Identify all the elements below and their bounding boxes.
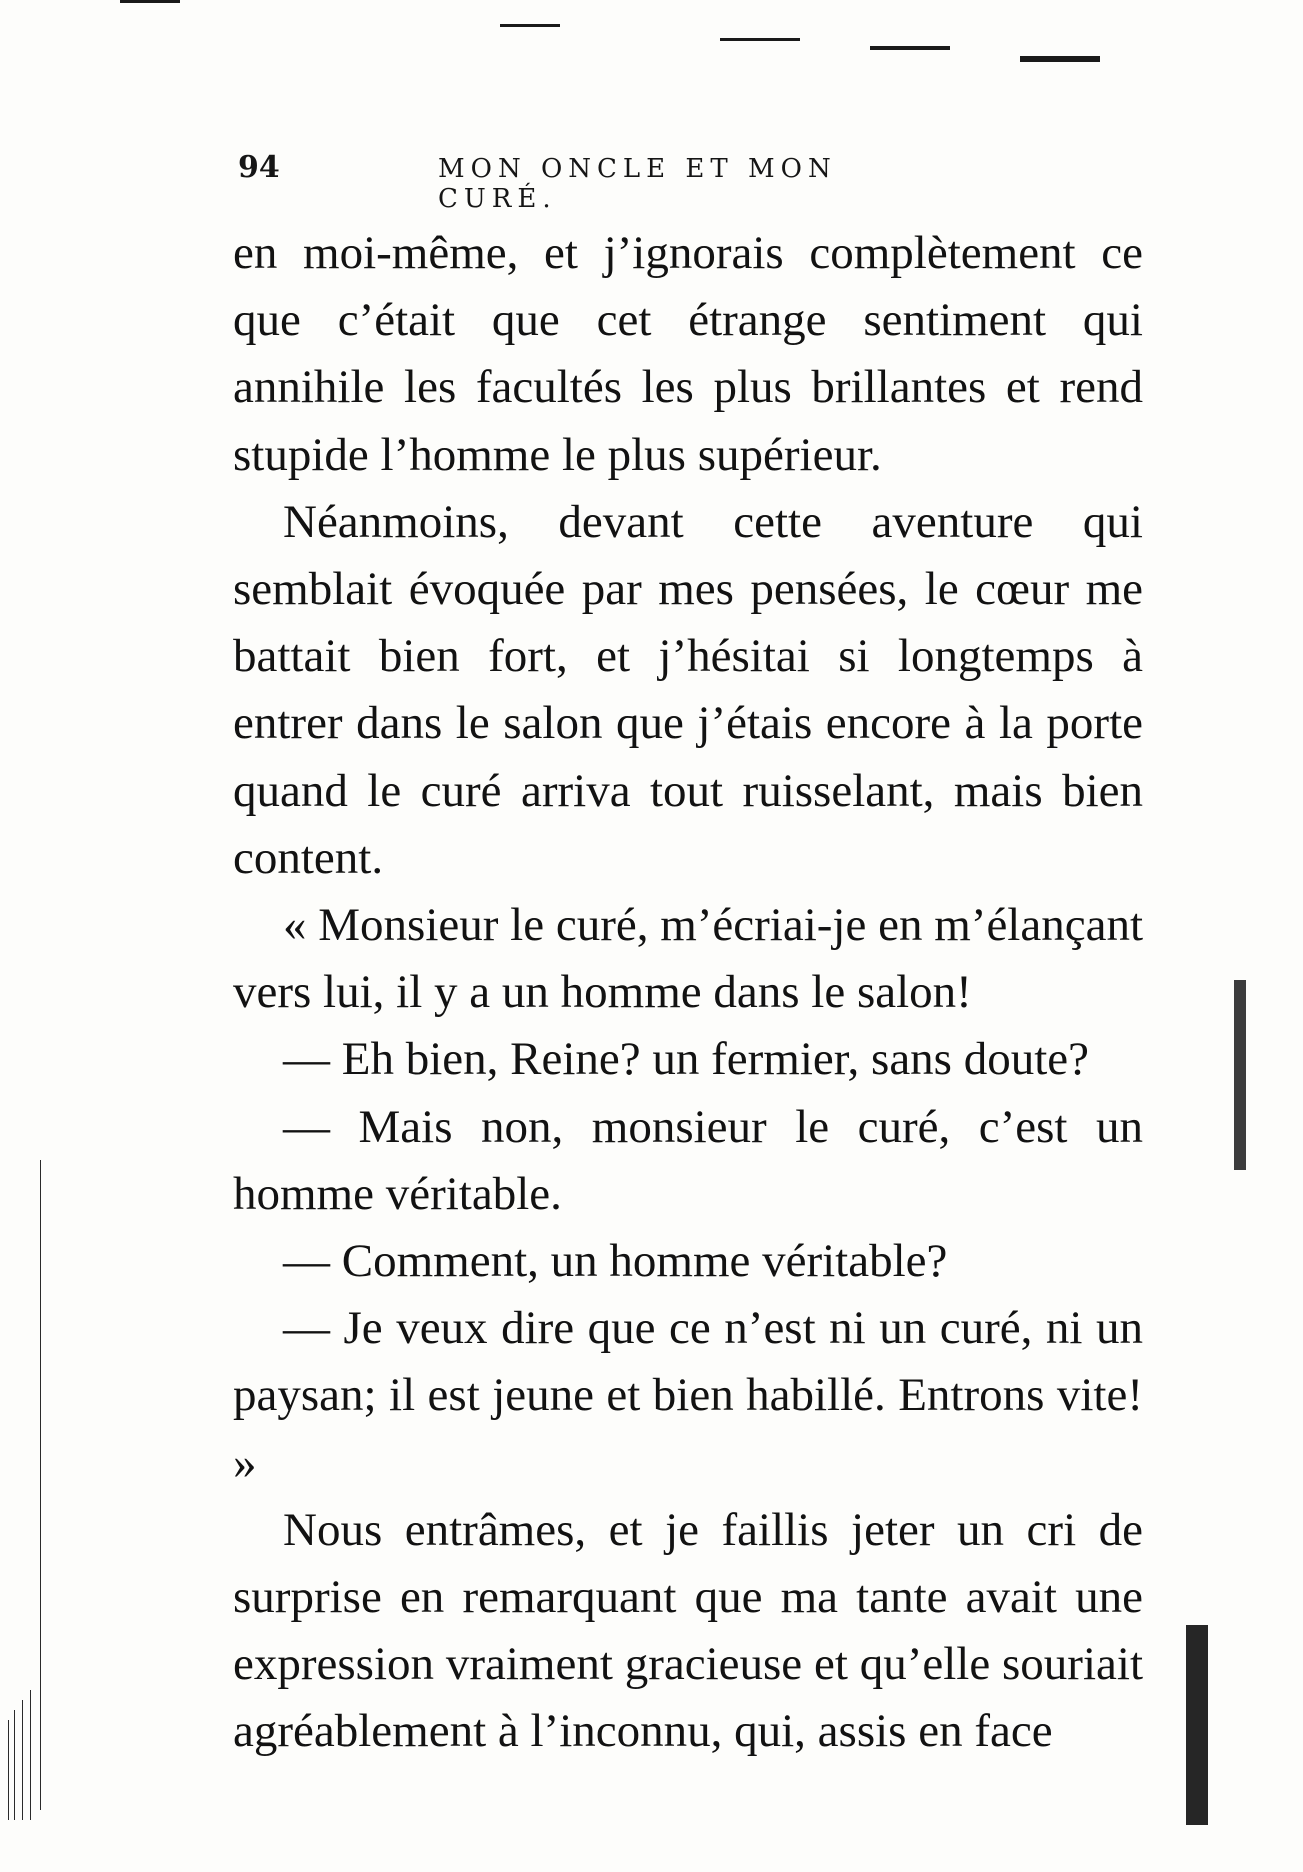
paragraph: « Monsieur le curé, m’écriai-je en m’élançant vers lui, il y a un homme dans le salon!	[233, 899, 1143, 1019]
scan-smudge-top-5	[1020, 56, 1100, 62]
paragraph: — Mais non, monsieur le curé, c’est un homme véritable.	[233, 1100, 1143, 1220]
body-text	[233, 220, 1143, 1766]
running-title: MON ONCLE ET MON CURÉ.	[438, 154, 837, 214]
scan-smudge-top-1	[120, 0, 180, 3]
scan-edge-line-4	[14, 1710, 15, 1820]
paragraph: — Eh bien, Reine? un fermier, sans doute?	[283, 1033, 1089, 1086]
running-head	[238, 150, 968, 214]
paragraph: Nous entrâmes, et je faillis jeter un cri de surprise en remarquant que ma tante avait une expression vraiment gracieuse et qu’elle souriait agréablement à l’inconnu, qui, assis en face	[233, 1503, 1143, 1758]
paragraph: — Comment, un homme véritable?	[283, 1235, 948, 1288]
scan-edge-line-1	[40, 1160, 41, 1810]
scan-smudge-top-2	[500, 24, 560, 27]
paragraph: — Je veux dire que ce n’est ni un curé, ni un paysan; il est jeune et bien habillé. Entrons vite! »	[233, 1302, 1143, 1489]
paragraph: Néanmoins, devant cette aventure qui semblait évoquée par mes pensées, le cœur me battait bien fort, et j’hésitai si longtemps à entrer dans le salon que j’étais encore à la porte quand le curé arriva tout ruisselant, mais bien content.	[233, 495, 1143, 884]
scan-smudge-top-3	[720, 38, 800, 41]
scan-edge-line-5	[8, 1720, 9, 1820]
page-number: 94	[238, 150, 280, 185]
scan-edge-line-2	[30, 1690, 31, 1820]
scan-shadow-right-1	[1234, 980, 1246, 1170]
scan-edge-line-3	[22, 1700, 23, 1820]
scan-smudge-top-4	[870, 46, 950, 50]
scan-shadow-right-2	[1186, 1625, 1208, 1825]
paragraph: en moi-même, et j’ignorais complètement ce que c’était que cet étrange sentiment qui annihile les facultés les plus brillantes et rend stupide l’homme le plus supérieur.	[233, 227, 1143, 481]
